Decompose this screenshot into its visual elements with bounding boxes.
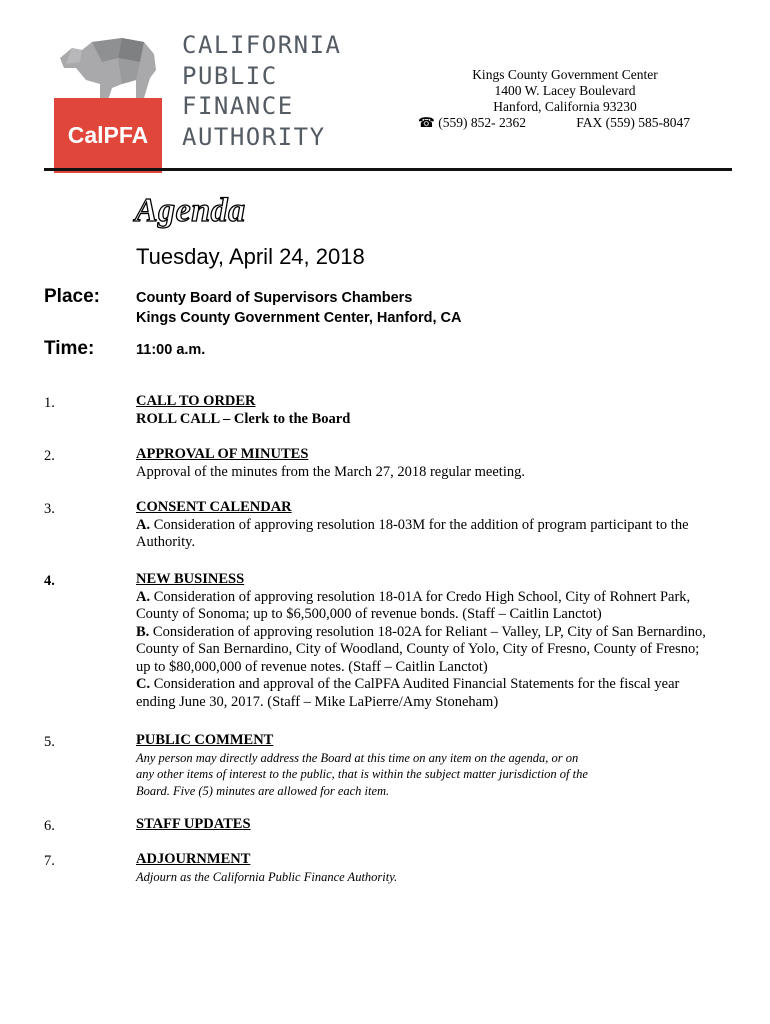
agenda-item-adjournment [136, 851, 716, 885]
calpfa-logo [52, 28, 362, 153]
fax-number: FAX (559) 585-8047 [576, 115, 690, 130]
contact-line [410, 115, 720, 131]
agenda-item-consent-calendar [136, 499, 716, 552]
address-line: Kings County Government Center [472, 67, 658, 82]
entry-letter: B. [136, 623, 150, 640]
wordmark-line: CALIFORNIA [182, 31, 342, 59]
item-entry [136, 517, 716, 552]
entry-text: Consideration and approval of the CalPFA Audited Financial Statements for the fiscal year ending June 30, 2017. (Staff – Mike LaPierre/Amy Stoneham) [136, 676, 680, 710]
wordmark-line: PUBLIC [182, 61, 278, 90]
wordmark-line: FINANCE [182, 92, 294, 120]
entry-text: Consideration of approving resolution 18-02A for Reliant – Valley, LP, City of San Bernardino, County of San Bernardino, City of Woodland, County of Yolo, City of Fresno, County of Fresno; up to $80,000,000 of revenue notes. (Staff – Caitlin Lanctot) [136, 623, 706, 675]
entry-letter: A. [136, 588, 151, 605]
header-divider [44, 168, 732, 171]
item-heading: NEW BUSINESS [136, 571, 245, 587]
item-note-line: Adjourn as the California Public Finance Authority. [136, 869, 398, 884]
item-entry [136, 589, 716, 624]
phone-value: (559) 852- 2362 [438, 115, 526, 130]
page-title: Agenda [135, 192, 246, 229]
item-entry [136, 624, 716, 677]
time-label: Time: [44, 338, 95, 359]
item-number: 5. [44, 734, 55, 750]
phone-icon: ☎ [418, 115, 435, 130]
entry-letter: A. [136, 516, 151, 533]
phone-number [418, 115, 526, 131]
item-heading: CONSENT CALENDAR [136, 499, 292, 515]
address-block [410, 67, 720, 131]
item-heading: STAFF UPDATES [136, 816, 251, 832]
entry-text: Consideration of approving resolution 18-01A for Credo High School, City of Rohnert Park, County of Sonoma; up to $6,500,000 of revenue bonds. (Staff – Caitlin Lanctot) [136, 588, 691, 622]
agenda-item-public-comment [136, 732, 716, 799]
item-number: 1. [44, 395, 55, 411]
item-heading: PUBLIC COMMENT [136, 732, 274, 748]
item-number: 4. [44, 573, 55, 589]
item-number: 6. [44, 818, 55, 834]
entry-letter: C. [136, 676, 151, 692]
item-heading: CALL TO ORDER [136, 393, 256, 409]
logo-wordmark [182, 30, 342, 152]
item-note-line: any other items of interest to the public, that is within the subject matter jurisdiction of the [136, 767, 588, 781]
place-value [136, 288, 461, 328]
item-heading: APPROVAL OF MINUTES [136, 446, 309, 462]
item-number: 3. [44, 501, 55, 517]
agenda-item-approval-of-minutes [136, 446, 716, 481]
item-note-line: Any person may directly address the Board at this time on any item on the agenda, or on [136, 750, 579, 765]
agenda-item-staff-updates [136, 816, 716, 834]
entry-text: Consideration of approving resolution 18-03M for the addition of program participant to the Authority. [136, 516, 689, 550]
item-number: 2. [44, 448, 55, 464]
item-entry [136, 676, 716, 711]
meeting-date: Tuesday, April 24, 2018 [136, 244, 365, 269]
agenda-item-call-to-order [136, 393, 716, 428]
time-value: 11:00 a.m. [136, 342, 206, 358]
wordmark-line: AUTHORITY [182, 122, 326, 151]
item-text: Approval of the minutes from the March 27, 2018 regular meeting. [136, 463, 525, 480]
address-line: Hanford, California 93230 [493, 99, 637, 114]
agenda-item-new-business [136, 571, 716, 711]
bear-logo-icon [52, 28, 164, 108]
item-note-line: Board. Five (5) minutes are allowed for each item. [136, 783, 390, 798]
item-subheading: ROLL CALL – Clerk to the Board [136, 410, 351, 427]
place-line: County Board of Supervisors Chambers [136, 290, 413, 306]
item-number: 7. [44, 853, 55, 869]
address-line: 1400 W. Lacey Boulevard [494, 83, 636, 98]
item-heading: ADJOURNMENT [136, 851, 251, 867]
place-label: Place: [44, 286, 100, 307]
calpfa-badge: CalPFA [54, 98, 162, 173]
place-line: Kings County Government Center, Hanford, CA [136, 310, 462, 326]
